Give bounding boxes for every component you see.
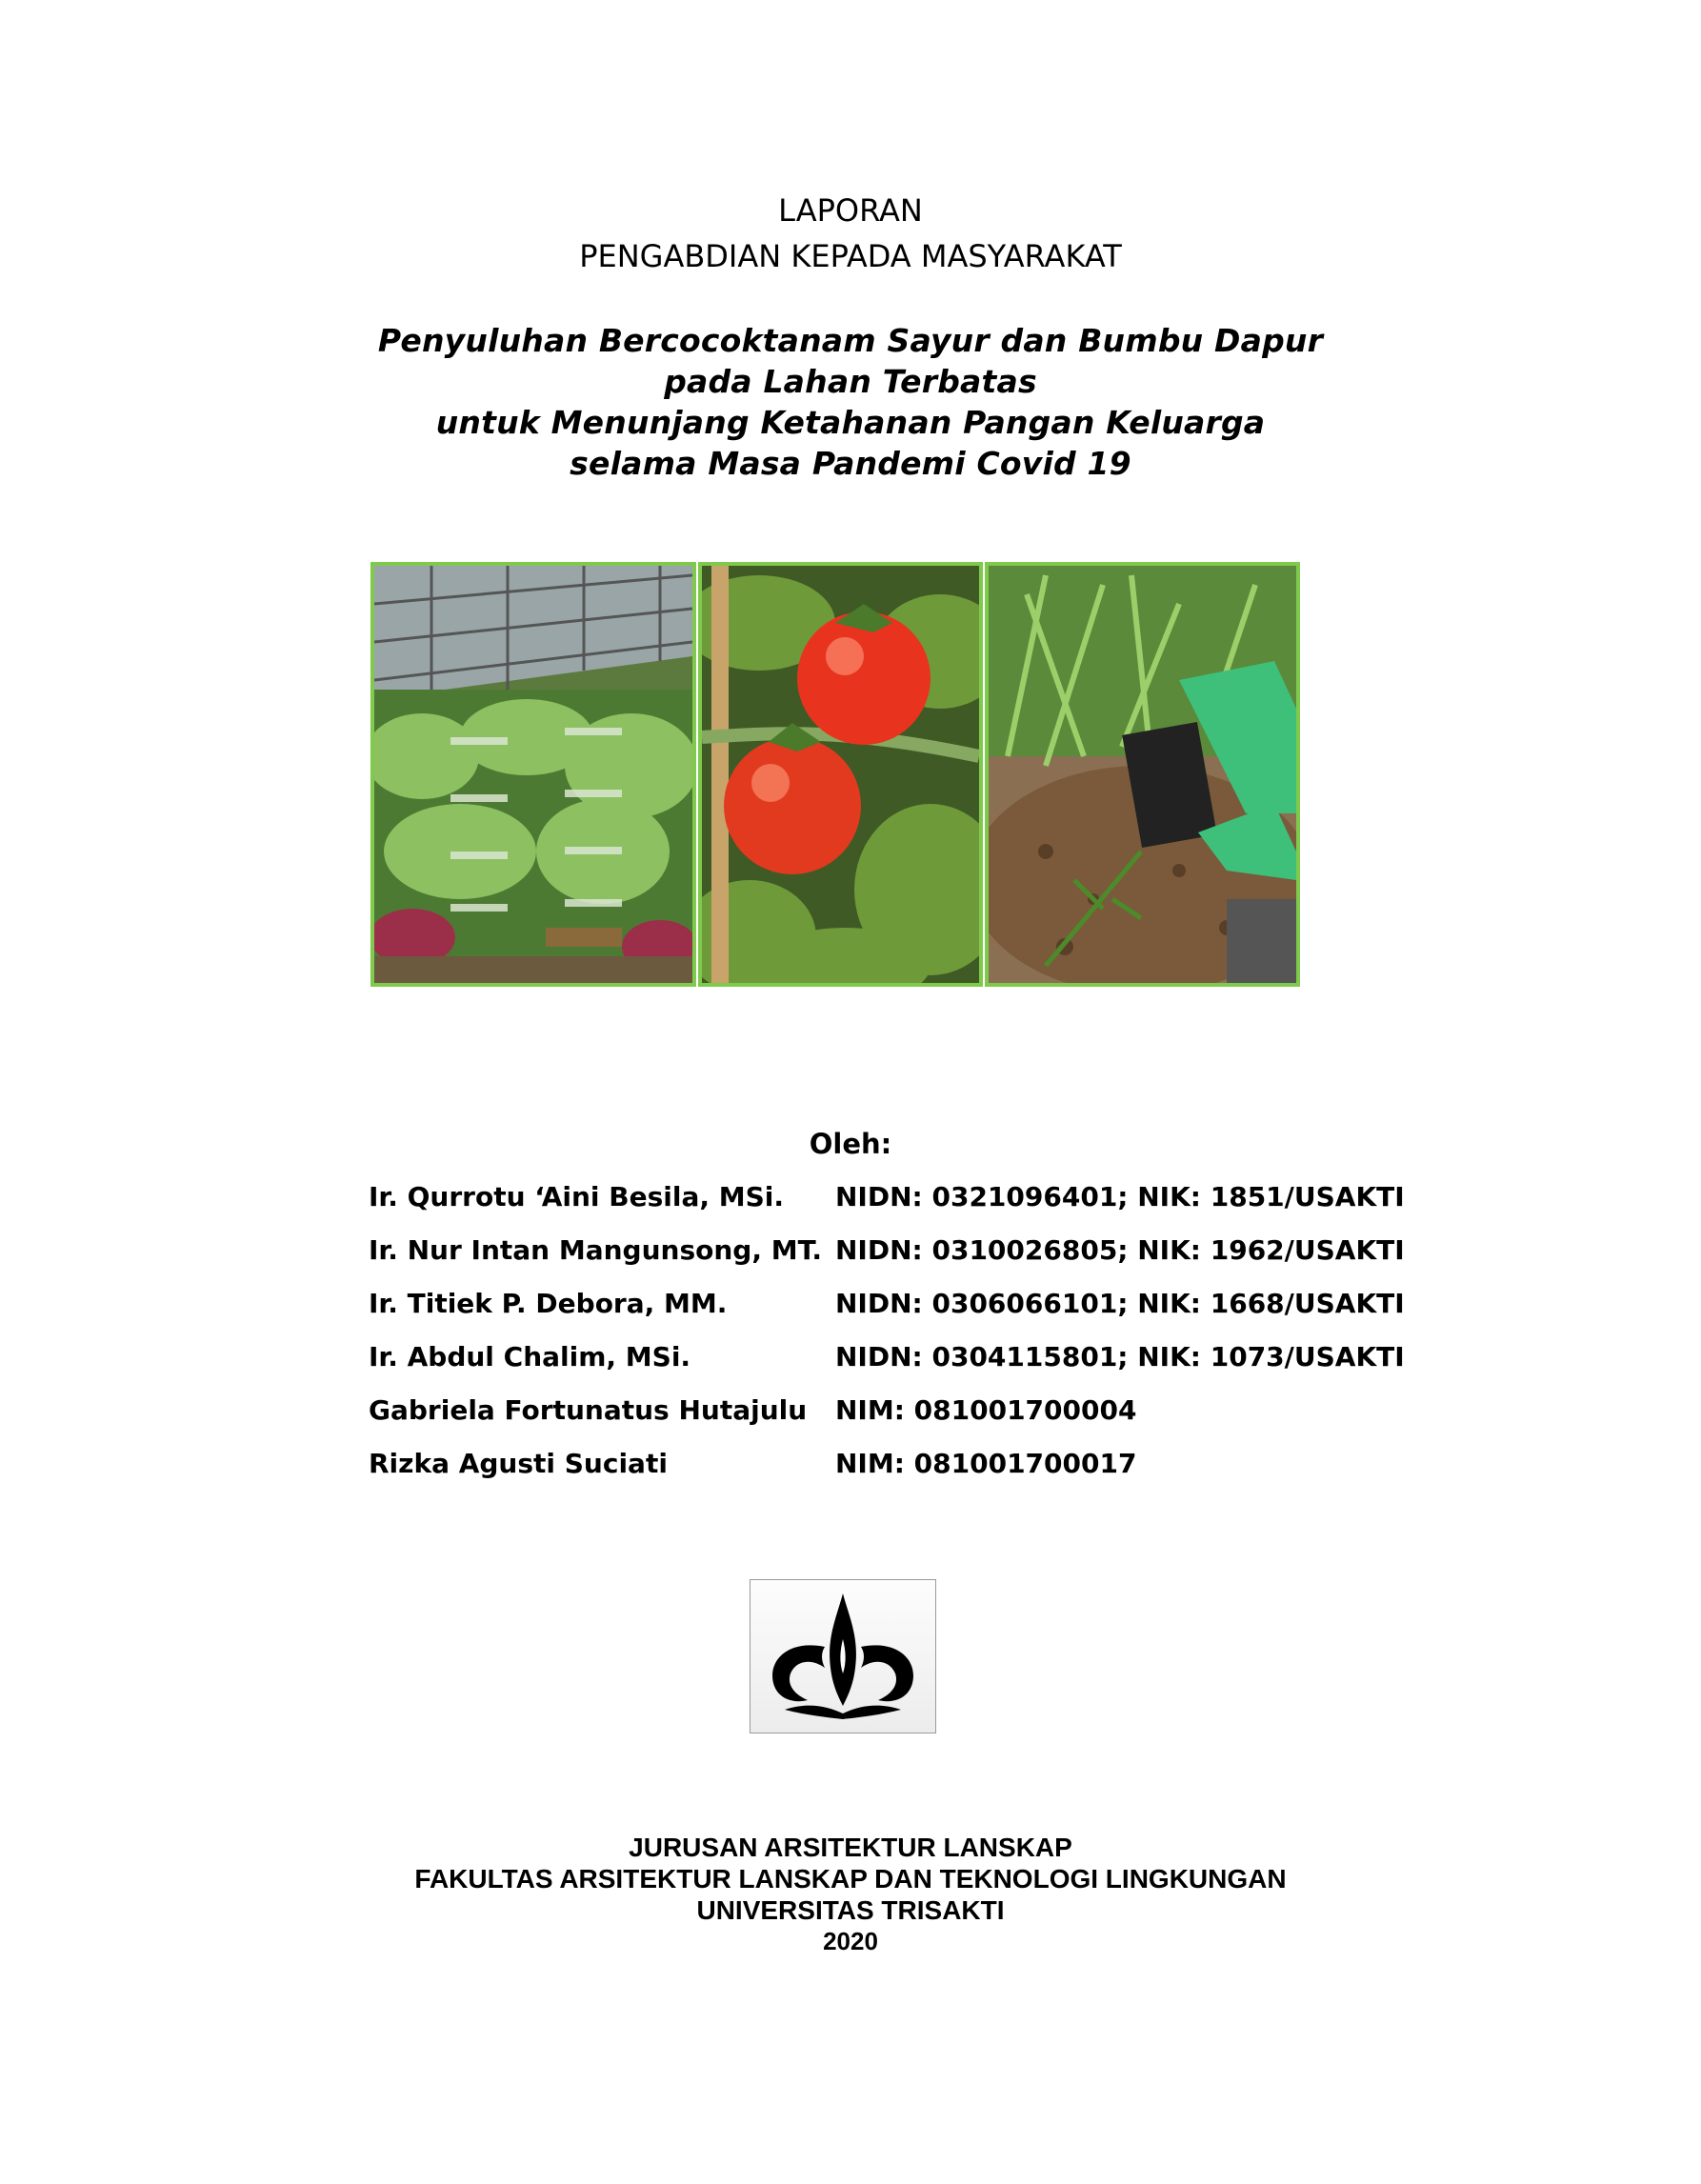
author-row (369, 1181, 1405, 1219)
title-line-3: untuk Menunjang Ketahanan Pangan Keluarga (435, 404, 1266, 441)
author-row (369, 1341, 1405, 1379)
authors-label: Oleh: (809, 1128, 892, 1160)
author-row (369, 1288, 1405, 1326)
author-id: NIDN: 0306066101; NIK: 1668/USAKTI (835, 1288, 1405, 1319)
author-name: Ir. Nur Intan Mangunsong, MT. (369, 1234, 823, 1266)
author-id: NIM: 081001700004 (835, 1394, 1137, 1426)
author-row (369, 1394, 1378, 1433)
title-line-4: selama Masa Pandemi Covid 19 (570, 445, 1131, 482)
author-name: Gabriela Fortunatus Hutajulu (369, 1394, 808, 1426)
university-name: UNIVERSITAS TRISAKTI (696, 1895, 1005, 1925)
title-line-2: pada Lahan Terbatas (664, 363, 1037, 400)
faculty-name: FAKULTAS ARSITEKTUR LANSKAP DAN TEKNOLOGI LINGKUNGAN (414, 1864, 1287, 1893)
author-id: NIM: 081001700017 (835, 1448, 1137, 1479)
author-row (369, 1448, 1378, 1486)
author-name: Rizka Agusti Suciati (369, 1448, 668, 1479)
author-id: NIDN: 0310026805; NIK: 1962/USAKTI (835, 1234, 1405, 1266)
author-name: Ir. Qurrotu ‘Aini Besila, MSi. (369, 1181, 784, 1212)
university-logo-icon (750, 1579, 936, 1733)
vertical-garden-photo (370, 562, 696, 987)
report-label: LAPORAN (778, 192, 923, 229)
author-id: NIDN: 0304115801; NIK: 1073/USAKTI (835, 1341, 1405, 1373)
planting-photo (985, 562, 1300, 987)
author-name: Ir. Abdul Chalim, MSi. (369, 1341, 691, 1373)
author-id: NIDN: 0321096401; NIK: 1851/USAKTI (835, 1181, 1405, 1212)
author-name: Ir. Titiek P. Debora, MM. (369, 1288, 728, 1319)
report-type: PENGABDIAN KEPADA MASYARAKAT (579, 238, 1122, 274)
department-name: JURUSAN ARSITEKTUR LANSKAP (629, 1833, 1072, 1862)
author-row (369, 1234, 1405, 1272)
title-line-1: Penyuluhan Bercocoktanam Sayur dan Bumbu Dapur (377, 322, 1324, 359)
report-year: 2020 (823, 1927, 878, 1955)
tomato-photo (698, 562, 983, 987)
